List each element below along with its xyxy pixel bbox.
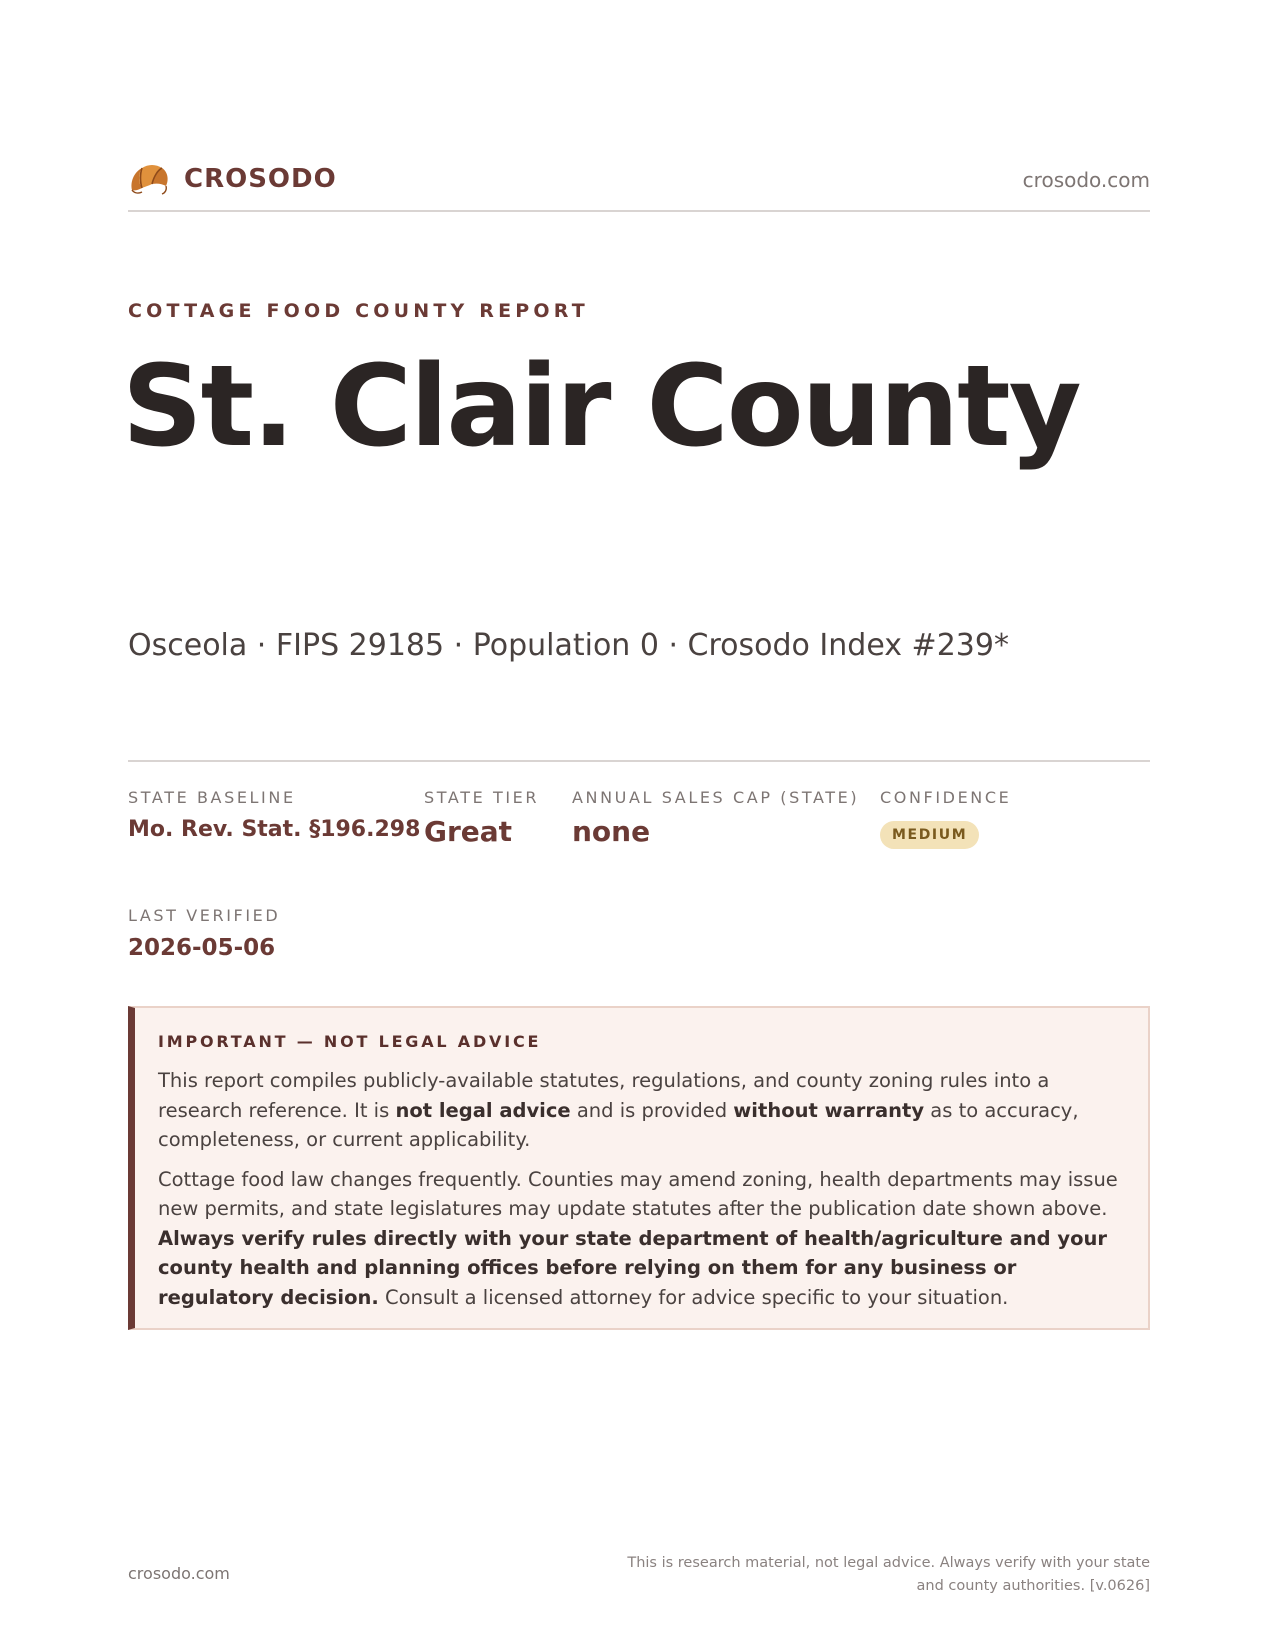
notice-emphasis: without warranty — [733, 1098, 925, 1122]
brand[interactable] — [128, 160, 337, 198]
notice-title: IMPORTANT — NOT LEGAL ADVICE — [158, 1032, 542, 1051]
notice-emphasis: Always verify rules directly with your state department of health/agriculture and your county health and planning offices before relying on them for any business or regulatory decision. — [158, 1226, 1108, 1309]
fact-label: CONFIDENCE — [880, 788, 1012, 807]
county-subline: Osceola · FIPS 29185 · Population 0 · Crosodo Index #239* — [128, 628, 1009, 663]
notice-paragraph — [158, 1066, 1126, 1155]
section-divider — [128, 760, 1150, 762]
fact-label: STATE BASELINE — [128, 788, 296, 807]
notice-text: as to accuracy, completeness, or current applicability. — [158, 1098, 1079, 1151]
site-link[interactable]: crosodo.com — [1022, 168, 1150, 192]
footer-site-link[interactable]: crosodo.com — [128, 1564, 230, 1583]
confidence-badge: MEDIUM — [880, 821, 979, 849]
croissant-icon — [128, 160, 170, 198]
fact-label: STATE TIER — [424, 788, 540, 807]
notice-text: Cottage food law changes frequently. Counties may amend zoning, health departments may issue new permits, and state legislatures may update statutes after the publication date shown above. — [158, 1167, 1118, 1220]
notice-emphasis: not legal advice — [395, 1098, 571, 1122]
fact-confidence — [880, 788, 1011, 849]
report-kicker: COTTAGE FOOD COUNTY REPORT — [128, 300, 589, 322]
footer-disclaimer-line: This is research material, not legal advice. Always verify with your state — [627, 1555, 1150, 1571]
page-title: St. Clair County — [122, 342, 1080, 472]
report-page — [122, 0, 1150, 1650]
notice-body — [158, 1066, 1126, 1322]
fact-state-baseline — [128, 788, 420, 842]
notice-text: This report compiles publicly-available statutes, regulations, and county zoning rules into a research reference. It is — [158, 1069, 1050, 1122]
fact-value: Mo. Rev. Stat. §196.298 — [128, 817, 421, 842]
fact-label: LAST VERIFIED — [128, 906, 281, 925]
fact-label: ANNUAL SALES CAP (STATE) — [572, 788, 860, 807]
footer-disclaimer-line: and county authorities. [v.0626] — [916, 1578, 1150, 1594]
fact-value: 2026-05-06 — [128, 935, 276, 961]
brand-name: CROSODO — [184, 164, 337, 194]
footer-disclaimer — [590, 1552, 1150, 1598]
page-header — [128, 158, 1150, 212]
fact-sales-cap — [572, 788, 859, 848]
notice-text: and is provided — [570, 1098, 734, 1122]
fact-value: none — [572, 815, 651, 848]
notice-paragraph — [158, 1165, 1126, 1313]
legal-notice — [128, 1006, 1150, 1330]
fact-last-verified — [128, 906, 280, 961]
notice-text: Consult a licensed attorney for advice specific to your situation. — [378, 1285, 1009, 1309]
fact-value: Great — [424, 815, 513, 848]
fact-state-tier — [424, 788, 539, 848]
